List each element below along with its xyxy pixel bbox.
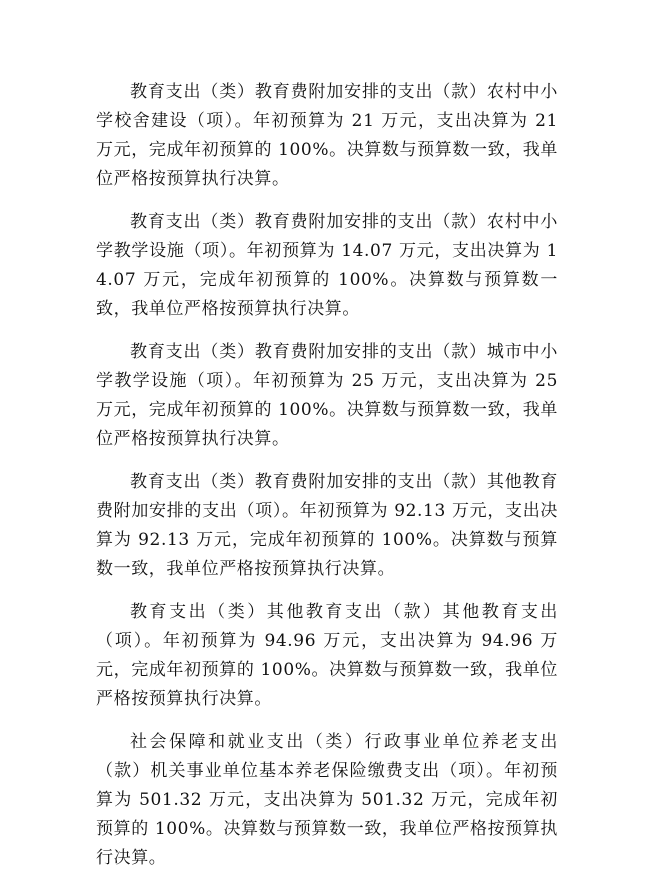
paragraph-rural-teaching-facilities: 教育支出（类）教育费附加安排的支出（款）农村中小学教学设施（项）。年初预算为 14.07 万元，支出决算为 14.07 万元，完成年初预算的 100%。决算数与预算数一致，我单位严格按预算执行决算。 — [96, 212, 558, 319]
paragraph-rural-school-buildings: 教育支出（类）教育费附加安排的支出（款）农村中小学校舍建设（项）。年初预算为 21 万元，支出决算为 21 万元，完成年初预算的 100%。决算数与预算数一致，我单位严格按预算执行决算。 — [96, 82, 558, 189]
document-body — [96, 78, 558, 887]
paragraph-other-education-expenditure: 教育支出（类）其他教育支出（款）其他教育支出（项）。年初预算为 94.96 万元，支出决算为 94.96 万元，完成年初预算的 100%。决算数与预算数一致，我单位严格按预算执行决算。 — [96, 602, 558, 709]
paragraph-pension-insurance-expenditure: 社会保障和就业支出（类）行政事业单位养老支出（款）机关事业单位基本养老保险缴费支出（项）。年初预算为 501.32 万元，支出决算为 501.32 万元，完成年初预算的 100%。决算数与预算数一致，我单位严格按预算执行决算。 — [96, 732, 558, 868]
paragraph-other-surcharge-expenditure: 教育支出（类）教育费附加安排的支出（款）其他教育费附加安排的支出（项）。年初预算为 92.13 万元，支出决算为 92.13 万元，完成年初预算的 100%。决算数与预算数一致，我单位严格按预算执行决算。 — [96, 472, 558, 579]
paragraph-urban-teaching-facilities: 教育支出（类）教育费附加安排的支出（款）城市中小学教学设施（项）。年初预算为 25 万元，支出决算为 25 万元，完成年初预算的 100%。决算数与预算数一致，我单位严格按预算执行决算。 — [96, 342, 558, 449]
